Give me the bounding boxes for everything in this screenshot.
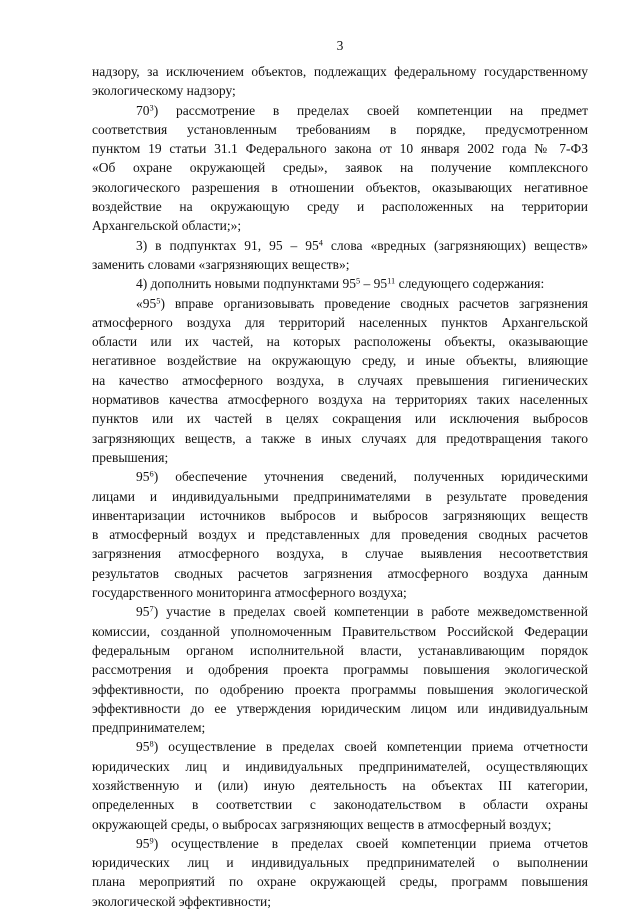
text-segment: «Об охране окружающей среды», заявок на получение комплексного xyxy=(92,160,588,176)
text-line xyxy=(92,680,588,699)
text-segment: определенных в соответствии с законодательством в области охраны xyxy=(92,797,588,813)
text-line xyxy=(92,62,588,81)
text-line xyxy=(92,564,588,583)
text-segment: ) рассмотрение в пределах своей компетенции на предмет xyxy=(153,102,588,118)
text-line xyxy=(92,622,588,641)
text-segment: комиссии, созданной уполномоченным Правительством Российской Федерации xyxy=(92,623,588,639)
text-line xyxy=(92,332,588,351)
text-line xyxy=(92,872,588,891)
text-segment: экологической эффективности; xyxy=(92,893,272,909)
superscript: 11 xyxy=(387,276,396,286)
superscript: 7 xyxy=(149,604,154,614)
superscript: 9 xyxy=(149,836,154,846)
paragraph xyxy=(92,467,588,602)
text-line xyxy=(92,81,588,100)
text-segment: надзору, за исключением объектов, подлежащих федеральному государственному xyxy=(92,64,588,79)
text-segment: инвентаризации источников выбросов и выбросов загрязняющих веществ xyxy=(92,507,588,523)
text-segment: атмосферного воздуха для территорий населенных пунктов Архангельской xyxy=(92,314,588,330)
superscript: 8 xyxy=(149,739,154,749)
text-segment: предпринимателем; xyxy=(92,720,206,736)
text-segment: эффективности до ее утверждения юридическим лицом или индивидуальным xyxy=(92,700,588,716)
text-segment: юридических лиц и индивидуальных предпринимателей, осуществляющих xyxy=(92,758,588,774)
text-line xyxy=(92,467,588,486)
paragraph xyxy=(92,294,588,468)
text-segment: в атмосферный воздух и представленных для проведения сводных расчетов xyxy=(92,527,588,543)
text-segment: нормативов качества атмосферного воздуха на территориях таких населенных xyxy=(92,392,588,408)
text-line xyxy=(92,815,588,834)
text-segment: результатов сводных расчетов загрязнения атмосферного воздуха данным xyxy=(92,565,588,581)
text-line xyxy=(92,236,588,255)
text-line xyxy=(92,448,588,467)
text-line xyxy=(92,834,588,853)
text-line xyxy=(92,699,588,718)
document-body xyxy=(92,62,588,911)
text-segment: 95 xyxy=(136,604,150,620)
text-line xyxy=(92,294,588,313)
text-line xyxy=(92,641,588,660)
text-segment: воздействие на окружающую среду и расположенных на территории xyxy=(92,199,588,215)
text-line xyxy=(92,853,588,872)
superscript: 4 xyxy=(318,238,323,248)
text-segment: – 95 xyxy=(360,276,388,292)
text-line xyxy=(92,313,588,332)
text-line xyxy=(92,525,588,544)
superscript: 3 xyxy=(149,103,154,112)
text-segment: 95 xyxy=(136,469,150,485)
text-segment: заменить словами «загрязняющих веществ»; xyxy=(92,256,350,272)
text-segment: окружающей среды, о выбросах загрязняющих веществ в атмосферный воздух; xyxy=(92,816,552,832)
text-line xyxy=(92,197,588,216)
text-line xyxy=(92,101,588,120)
text-segment: 4) дополнить новыми подпунктами 95 xyxy=(136,276,356,292)
text-line xyxy=(92,274,588,293)
text-segment: пунктом 19 статьи 31.1 Федерального закона от 10 января 2002 года № 7-ФЗ xyxy=(92,141,588,157)
paragraph xyxy=(92,62,588,101)
paragraph xyxy=(92,737,588,833)
text-line xyxy=(92,390,588,409)
paragraph xyxy=(92,602,588,737)
text-segment: загрязняющих веществ, а также в иных случаях для предотвращения такого xyxy=(92,430,588,446)
superscript: 5 xyxy=(355,276,361,286)
paragraph xyxy=(92,834,588,911)
text-segment: на качество атмосферного воздуха, в случаях превышения гигиенических xyxy=(92,372,588,388)
text-line xyxy=(92,351,588,370)
page-number: 3 xyxy=(336,38,344,53)
text-segment: пунктов или их частей в целях сокращения или исключения выбросов xyxy=(92,411,588,427)
text-segment: Архангельской области;»; xyxy=(92,218,242,234)
text-line xyxy=(92,718,588,737)
text-segment: негативное воздействие на окружающую среду, и иные объекты, влияющие xyxy=(92,353,588,369)
text-line xyxy=(92,795,588,814)
superscript: 6 xyxy=(149,469,154,479)
text-line xyxy=(92,660,588,679)
superscript: 5 xyxy=(156,295,161,305)
text-line xyxy=(92,255,588,274)
text-line xyxy=(92,429,588,448)
text-segment: «95 xyxy=(136,295,157,311)
text-segment: 70 xyxy=(136,102,150,118)
text-segment: ) участие в пределах своей компетенции в работе межведомственной xyxy=(153,604,588,620)
text-line xyxy=(92,139,588,158)
paragraph xyxy=(92,274,588,293)
text-segment: эффективности, по одобрению проекта программы повышения экологической xyxy=(92,681,588,697)
text-line xyxy=(92,178,588,197)
text-segment: плана мероприятий по охране окружающей среды, программ повышения xyxy=(92,874,588,890)
text-line xyxy=(92,892,588,911)
text-segment: юридических лиц и индивидуальных предпринимателей о выполнении xyxy=(92,855,588,871)
text-segment: слова «вредных (загрязняющих) веществ» xyxy=(322,237,588,253)
text-segment: государственного мониторинга атмосферного воздуха; xyxy=(92,585,407,601)
text-segment: превышения; xyxy=(92,449,169,465)
text-line xyxy=(92,158,588,177)
text-line xyxy=(92,371,588,390)
text-segment: ) осуществление в пределах своей компетенции приема отчетов xyxy=(153,835,588,851)
paragraph xyxy=(92,236,588,275)
text-line xyxy=(92,409,588,428)
paragraph xyxy=(92,101,588,236)
text-segment: области или их частей, на которых расположены объекты, оказывающие xyxy=(92,334,588,350)
text-segment: ) обеспечение уточнения сведений, полученных юридическими xyxy=(153,469,588,485)
text-segment: 95 xyxy=(136,835,150,851)
text-segment: следующего содержания: xyxy=(395,276,545,292)
text-line xyxy=(92,737,588,756)
text-line xyxy=(92,506,588,525)
text-segment: хозяйственную и (или) иную деятельность на объектах III категории, xyxy=(92,777,588,793)
text-segment: ) вправе организовывать проведение сводных расчетов загрязнения xyxy=(160,295,588,311)
text-line xyxy=(92,776,588,795)
text-segment: лицами и индивидуальными предпринимателями в результате проведения xyxy=(92,488,588,504)
text-segment: ) осуществление в пределах своей компетенции приема отчетности xyxy=(153,739,588,755)
text-segment: экологического разрешения в отношении объектов, оказывающих негативное xyxy=(92,179,588,195)
text-line xyxy=(92,583,588,602)
text-segment: загрязнения атмосферного воздуха, в случае выявления несоответствия xyxy=(92,546,588,562)
text-segment: экологическому надзору; xyxy=(92,83,236,99)
text-segment: 95 xyxy=(136,739,150,755)
text-segment: федеральным органом исполнительной власти, устанавливающим порядок xyxy=(92,642,588,658)
text-line xyxy=(92,216,588,235)
text-line xyxy=(92,602,588,621)
text-line xyxy=(92,757,588,776)
text-segment: 3) в подпунктах 91, 95 – 95 xyxy=(136,237,319,253)
text-line xyxy=(92,487,588,506)
text-segment: рассмотрения и одобрения проекта программы повышения экологической xyxy=(92,662,588,678)
text-line xyxy=(92,544,588,563)
text-segment: соответствия установленным требованиям в порядке, предусмотренном xyxy=(92,121,588,137)
text-line xyxy=(92,120,588,139)
